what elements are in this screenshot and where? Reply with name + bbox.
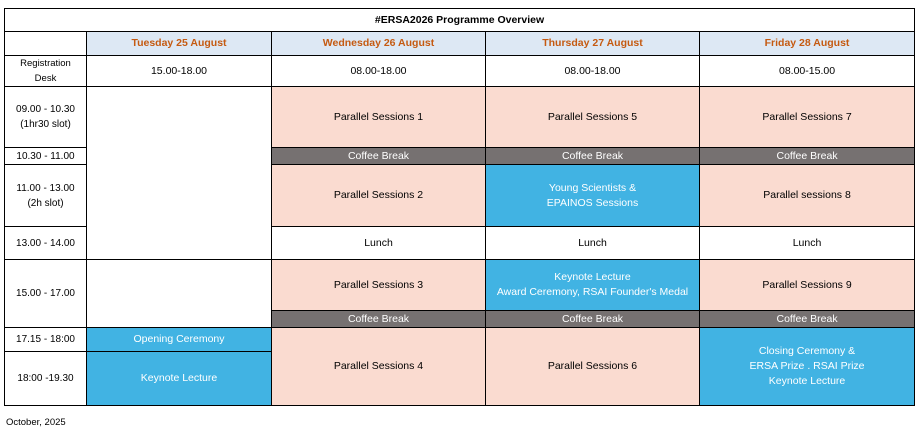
cell-tue-morning-empty bbox=[87, 87, 272, 260]
cell-thu-1030: Coffee Break bbox=[486, 148, 700, 165]
cell-fri-1030: Coffee Break bbox=[700, 148, 915, 165]
cell-fri-1715 bbox=[700, 328, 915, 406]
time-label-1030: 10.30 - 11.00 bbox=[5, 148, 87, 165]
time-label-registration: Registration Desk bbox=[5, 56, 87, 87]
cell-fri-1715-line2: ERSA Prize . RSAI Prize bbox=[749, 360, 865, 372]
time-label-1300: 13.00 - 14.00 bbox=[5, 227, 87, 260]
cell-tue-registration: 15.00-18.00 bbox=[87, 56, 272, 87]
day-header-friday: Friday 28 August bbox=[700, 32, 915, 56]
time-label-1100-line1: 11.00 - 13.00 bbox=[16, 182, 75, 194]
time-label-0900-line2: (1hr30 slot) bbox=[20, 119, 71, 130]
cell-fri-1300: Lunch bbox=[700, 227, 915, 260]
cell-wed-1030: Coffee Break bbox=[272, 148, 486, 165]
cell-thu-1100-line1: Young Scientists & bbox=[548, 181, 637, 194]
cell-fri-1500: Parallel Sessions 9 bbox=[700, 260, 915, 311]
cell-wed-registration: 08.00-18.00 bbox=[272, 56, 486, 87]
day-header-thursday: Thursday 27 August bbox=[486, 32, 700, 56]
cell-thu-1300: Lunch bbox=[486, 227, 700, 260]
time-label-1500: 15.00 - 17.00 bbox=[5, 260, 87, 328]
cell-thu-1500 bbox=[486, 260, 700, 311]
cell-wed-1715: Parallel Sessions 4 bbox=[272, 328, 486, 406]
cell-fri-1500-coffee: Coffee Break bbox=[700, 311, 915, 328]
cell-fri-1715-line3: Keynote Lecture bbox=[768, 375, 846, 387]
day-header-wednesday: Wednesday 26 August bbox=[272, 32, 486, 56]
cell-tue-1800: Keynote Lecture bbox=[87, 352, 272, 406]
cell-thu-1500-line1: Keynote Lecture bbox=[554, 271, 631, 283]
cell-wed-0900: Parallel Sessions 1 bbox=[272, 87, 486, 148]
cell-tue-afternoon-empty bbox=[87, 260, 272, 328]
time-label-1715: 17.15 - 18:00 bbox=[5, 328, 87, 352]
time-label-1100 bbox=[5, 165, 87, 227]
cell-thu-1500-line2: Award Ceremony, RSAI Founder's Medal bbox=[496, 286, 689, 298]
cell-wed-1100: Parallel Sessions 2 bbox=[272, 165, 486, 227]
cell-thu-0900: Parallel Sessions 5 bbox=[486, 87, 700, 148]
day-header-tuesday: Tuesday 25 August bbox=[87, 32, 272, 56]
footnote-date: October, 2025 bbox=[6, 417, 66, 428]
corner-cell bbox=[5, 32, 87, 56]
table-title: #ERSA2026 Programme Overview bbox=[5, 9, 915, 32]
cell-tue-1715: Opening Ceremony bbox=[87, 328, 272, 352]
programme-overview bbox=[4, 8, 915, 406]
cell-fri-1100: Parallel sessions 8 bbox=[700, 165, 915, 227]
time-label-0900-line1: 09.00 - 10.30 bbox=[16, 104, 75, 115]
time-label-0900 bbox=[5, 87, 87, 148]
cell-thu-1715: Parallel Sessions 6 bbox=[486, 328, 700, 406]
cell-thu-registration: 08.00-18.00 bbox=[486, 56, 700, 87]
cell-wed-1500-coffee: Coffee Break bbox=[272, 311, 486, 328]
cell-fri-0900: Parallel Sessions 7 bbox=[700, 87, 915, 148]
cell-thu-1100 bbox=[486, 165, 700, 227]
cell-wed-1500: Parallel Sessions 3 bbox=[272, 260, 486, 311]
cell-thu-1500-coffee: Coffee Break bbox=[486, 311, 700, 328]
programme-table bbox=[4, 8, 915, 406]
time-label-1100-line2: (2h slot) bbox=[27, 197, 64, 209]
cell-thu-1100-line2: EPAINOS Sessions bbox=[546, 196, 639, 209]
time-label-1800: 18:00 -19.30 bbox=[5, 352, 87, 406]
cell-wed-1300: Lunch bbox=[272, 227, 486, 260]
cell-fri-1715-line1: Closing Ceremony & bbox=[758, 345, 856, 357]
cell-fri-registration: 08.00-15.00 bbox=[700, 56, 915, 87]
